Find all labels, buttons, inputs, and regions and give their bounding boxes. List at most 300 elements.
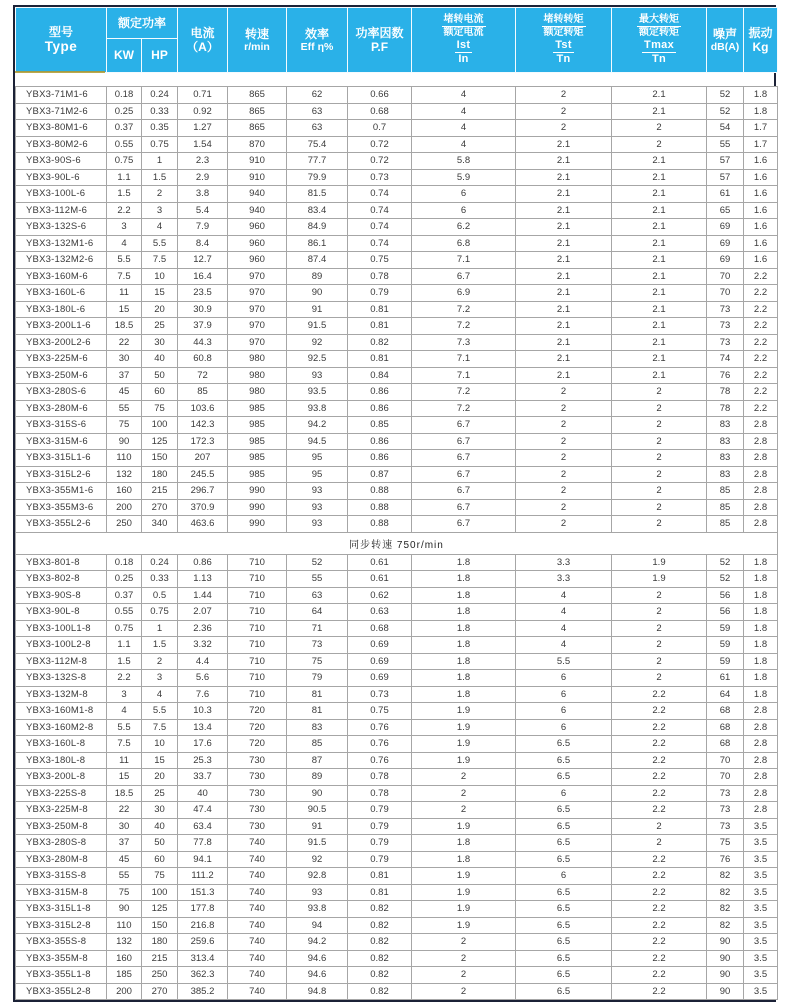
value-cell: 1.6 — [744, 219, 778, 236]
value-cell: 2.1 — [612, 252, 707, 269]
value-cell: 0.37 — [107, 120, 142, 137]
value-cell: 2.1 — [612, 235, 707, 252]
model-cell: YBX3-280S-8 — [16, 835, 107, 852]
mt-zh-den: 额定转矩 — [639, 27, 680, 39]
value-cell: 89 — [287, 769, 348, 786]
value-cell: 2 — [612, 653, 707, 670]
value-cell: 2.1 — [612, 202, 707, 219]
value-cell: 2.8 — [744, 483, 778, 500]
value-cell: 960 — [228, 235, 287, 252]
value-cell: 22 — [107, 334, 142, 351]
value-cell: 2.1 — [612, 186, 707, 203]
value-cell: 7.1 — [412, 367, 516, 384]
value-cell: 740 — [228, 851, 287, 868]
model-cell: YBX3-100L2-8 — [16, 637, 107, 654]
value-cell: 2 — [142, 186, 178, 203]
value-cell: 3.32 — [178, 637, 228, 654]
value-cell: 30 — [107, 818, 142, 835]
value-cell: 75 — [142, 400, 178, 417]
value-cell: 78 — [707, 384, 744, 401]
value-cell: 160 — [107, 483, 142, 500]
value-cell: 5.5 — [107, 252, 142, 269]
value-cell: 1.9 — [412, 703, 516, 720]
value-cell: 3.5 — [744, 983, 778, 1000]
value-cell: 94.6 — [287, 950, 348, 967]
value-cell: 94.8 — [287, 983, 348, 1000]
value-cell: 6.8 — [412, 235, 516, 252]
value-cell: 296.7 — [178, 483, 228, 500]
value-cell: 93 — [287, 499, 348, 516]
value-cell: 110 — [107, 450, 142, 467]
value-cell: 1.8 — [744, 604, 778, 621]
value-cell: 0.74 — [348, 202, 412, 219]
value-cell: 0.88 — [348, 483, 412, 500]
value-cell: 740 — [228, 934, 287, 951]
col-header-rated-power: 额定功率 — [107, 8, 178, 39]
value-cell: 6.7 — [412, 499, 516, 516]
value-cell: 60.8 — [178, 351, 228, 368]
value-cell: 1.1 — [107, 637, 142, 654]
value-cell: 100 — [142, 417, 178, 434]
value-cell: 720 — [228, 719, 287, 736]
lrt-zh-num: 堵转转矩 — [543, 14, 584, 26]
value-cell: 740 — [228, 884, 287, 901]
value-cell: 1.8 — [744, 554, 778, 571]
value-cell: 82 — [707, 901, 744, 918]
value-cell: 2.1 — [516, 285, 612, 302]
value-cell: 0.55 — [107, 604, 142, 621]
model-cell: YBX3-80M1-6 — [16, 120, 107, 137]
value-cell: 2 — [612, 587, 707, 604]
model-cell: YBX3-250M-8 — [16, 818, 107, 835]
value-cell: 910 — [228, 153, 287, 170]
value-cell: 23.5 — [178, 285, 228, 302]
table-row — [16, 719, 778, 736]
value-cell: 2.1 — [516, 318, 612, 335]
value-cell: 2.1 — [516, 219, 612, 236]
table-row — [16, 884, 778, 901]
value-cell: 0.82 — [348, 967, 412, 984]
value-cell: 2.1 — [612, 285, 707, 302]
value-cell: 2.1 — [516, 235, 612, 252]
value-cell: 2.8 — [744, 433, 778, 450]
value-cell: 68 — [707, 736, 744, 753]
value-cell: 1.9 — [612, 554, 707, 571]
value-cell: 3 — [142, 202, 178, 219]
value-cell: 870 — [228, 136, 287, 153]
value-cell: 2 — [412, 967, 516, 984]
value-cell: 185 — [107, 967, 142, 984]
value-cell: 740 — [228, 917, 287, 934]
value-cell: 940 — [228, 186, 287, 203]
value-cell: 4 — [412, 120, 516, 137]
value-cell: 87.4 — [287, 252, 348, 269]
value-cell: 1.7 — [744, 120, 778, 137]
value-cell: 740 — [228, 967, 287, 984]
value-cell: 160 — [107, 950, 142, 967]
value-cell: 1.9 — [412, 917, 516, 934]
value-cell: 47.4 — [178, 802, 228, 819]
table-row — [16, 87, 778, 104]
table-row — [16, 934, 778, 951]
value-cell: 970 — [228, 285, 287, 302]
value-cell: 2.2 — [612, 719, 707, 736]
value-cell: 2.2 — [612, 802, 707, 819]
value-cell: 200 — [107, 983, 142, 1000]
value-cell: 6.5 — [516, 950, 612, 967]
value-cell: 6 — [412, 202, 516, 219]
value-cell: 0.79 — [348, 818, 412, 835]
value-cell: 2 — [412, 802, 516, 819]
value-cell: 2.2 — [744, 318, 778, 335]
value-cell: 0.82 — [348, 934, 412, 951]
value-cell: 1.6 — [744, 186, 778, 203]
table-row — [16, 670, 778, 687]
value-cell: 1.9 — [612, 571, 707, 588]
value-cell: 83 — [287, 719, 348, 736]
table-row — [16, 499, 778, 516]
value-cell: 990 — [228, 499, 287, 516]
value-cell: 990 — [228, 516, 287, 533]
table-row — [16, 334, 778, 351]
value-cell: 215 — [142, 483, 178, 500]
model-cell: YBX3-315M-8 — [16, 884, 107, 901]
value-cell: 3.5 — [744, 967, 778, 984]
table-row — [16, 252, 778, 269]
value-cell: 6 — [516, 686, 612, 703]
model-cell: YBX3-90S-8 — [16, 587, 107, 604]
value-cell: 2 — [612, 818, 707, 835]
value-cell: 2 — [516, 400, 612, 417]
value-cell: 50 — [142, 367, 178, 384]
table-row — [16, 653, 778, 670]
value-cell: 2 — [516, 417, 612, 434]
value-cell: 62 — [287, 87, 348, 104]
value-cell: 70 — [707, 268, 744, 285]
value-cell: 0.79 — [348, 835, 412, 852]
value-cell: 2 — [516, 450, 612, 467]
table-body-area — [15, 86, 774, 1000]
value-cell: 3 — [107, 219, 142, 236]
col-header-current — [178, 8, 228, 73]
col-header-speed-zh: 转速 — [245, 26, 270, 41]
model-cell: YBX3-801-8 — [16, 554, 107, 571]
model-cell: YBX3-355M1-6 — [16, 483, 107, 500]
value-cell: 1.8 — [744, 587, 778, 604]
value-cell: 55 — [287, 571, 348, 588]
value-cell: 6 — [516, 670, 612, 687]
value-cell: 740 — [228, 901, 287, 918]
value-cell: 73 — [707, 301, 744, 318]
value-cell: 2 — [612, 670, 707, 687]
value-cell: 5.5 — [142, 235, 178, 252]
value-cell: 2.1 — [612, 169, 707, 186]
model-cell: YBX3-315L1-6 — [16, 450, 107, 467]
value-cell: 56 — [707, 587, 744, 604]
value-cell: 1.9 — [412, 818, 516, 835]
lrt-en-den: Tn — [556, 52, 571, 65]
value-cell: 2.1 — [612, 334, 707, 351]
model-cell: YBX3-112M-6 — [16, 202, 107, 219]
header-body-gap — [15, 73, 774, 86]
value-cell: 2.1 — [612, 87, 707, 104]
table-row — [16, 466, 778, 483]
value-cell: 11 — [107, 752, 142, 769]
table-row — [16, 554, 778, 571]
value-cell: 1.8 — [412, 835, 516, 852]
lrc-zh-num: 堵转电流 — [443, 14, 484, 26]
value-cell: 0.81 — [348, 884, 412, 901]
value-cell: 730 — [228, 802, 287, 819]
value-cell: 85 — [287, 736, 348, 753]
table-row — [16, 268, 778, 285]
value-cell: 142.3 — [178, 417, 228, 434]
value-cell: 40 — [142, 351, 178, 368]
value-cell: 313.4 — [178, 950, 228, 967]
value-cell: 4 — [412, 103, 516, 120]
value-cell: 2.2 — [612, 736, 707, 753]
value-cell: 7.1 — [412, 252, 516, 269]
table-row — [16, 103, 778, 120]
value-cell: 125 — [142, 433, 178, 450]
model-cell: YBX3-315M-6 — [16, 433, 107, 450]
value-cell: 0.82 — [348, 334, 412, 351]
value-cell: 22 — [107, 802, 142, 819]
value-cell: 2.2 — [612, 785, 707, 802]
value-cell: 1.8 — [412, 587, 516, 604]
model-cell: YBX3-160M2-8 — [16, 719, 107, 736]
value-cell: 2 — [612, 604, 707, 621]
value-cell: 6.7 — [412, 417, 516, 434]
model-cell: YBX3-71M2-6 — [16, 103, 107, 120]
value-cell: 2 — [412, 785, 516, 802]
value-cell: 70 — [707, 752, 744, 769]
value-cell: 125 — [142, 901, 178, 918]
col-header-type-en: Type — [44, 39, 78, 55]
value-cell: 0.75 — [107, 620, 142, 637]
table-row — [16, 318, 778, 335]
value-cell: 5.9 — [412, 169, 516, 186]
value-cell: 0.66 — [348, 87, 412, 104]
value-cell: 2.1 — [516, 202, 612, 219]
value-cell: 3.5 — [744, 851, 778, 868]
value-cell: 6.5 — [516, 917, 612, 934]
value-cell: 2.1 — [516, 153, 612, 170]
value-cell: 8.4 — [178, 235, 228, 252]
value-cell: 61 — [707, 186, 744, 203]
value-cell: 15 — [142, 285, 178, 302]
value-cell: 0.55 — [107, 136, 142, 153]
value-cell: 0.82 — [348, 901, 412, 918]
value-cell: 76 — [707, 367, 744, 384]
value-cell: 10 — [142, 736, 178, 753]
value-cell: 3.8 — [178, 186, 228, 203]
table-row — [16, 736, 778, 753]
value-cell: 59 — [707, 637, 744, 654]
value-cell: 1.8 — [744, 571, 778, 588]
value-cell: 2 — [516, 466, 612, 483]
value-cell: 985 — [228, 417, 287, 434]
value-cell: 91.5 — [287, 318, 348, 335]
col-header-current-zh: 电流 — [190, 25, 215, 40]
value-cell: 2 — [142, 653, 178, 670]
value-cell: 1.5 — [107, 186, 142, 203]
value-cell: 10 — [142, 268, 178, 285]
value-cell: 0.79 — [348, 285, 412, 302]
model-cell: YBX3-112M-8 — [16, 653, 107, 670]
synchronous-speed-label: 同步转速 750r/min — [16, 532, 778, 554]
value-cell: 207 — [178, 450, 228, 467]
value-cell: 85 — [178, 384, 228, 401]
col-header-locked-rotor-current — [412, 8, 516, 73]
value-cell: 940 — [228, 202, 287, 219]
value-cell: 57 — [707, 153, 744, 170]
model-cell: YBX3-280S-6 — [16, 384, 107, 401]
value-cell: 69 — [707, 235, 744, 252]
value-cell: 79.9 — [287, 169, 348, 186]
col-header-speed — [228, 8, 287, 73]
value-cell: 4 — [107, 703, 142, 720]
model-cell: YBX3-160L-8 — [16, 736, 107, 753]
value-cell: 0.79 — [348, 851, 412, 868]
value-cell: 75 — [142, 868, 178, 885]
value-cell: 0.85 — [348, 417, 412, 434]
value-cell: 0.81 — [348, 868, 412, 885]
table-row — [16, 950, 778, 967]
value-cell: 7.6 — [178, 686, 228, 703]
col-header-max-torque — [612, 8, 707, 73]
value-cell: 83 — [707, 466, 744, 483]
value-cell: 1.9 — [412, 736, 516, 753]
table-row — [16, 136, 778, 153]
value-cell: 1.9 — [412, 719, 516, 736]
value-cell: 1.8 — [412, 637, 516, 654]
value-cell: 83 — [707, 450, 744, 467]
value-cell: 0.24 — [142, 554, 178, 571]
value-cell: 92 — [287, 334, 348, 351]
value-cell: 1.8 — [412, 620, 516, 637]
vibration-en: Kg — [752, 40, 769, 54]
value-cell: 74 — [707, 351, 744, 368]
table-row — [16, 367, 778, 384]
value-cell: 2.2 — [612, 769, 707, 786]
value-cell: 1.5 — [142, 169, 178, 186]
value-cell: 73 — [707, 785, 744, 802]
value-cell: 2 — [612, 384, 707, 401]
value-cell: 4 — [412, 87, 516, 104]
value-cell: 78 — [707, 400, 744, 417]
value-cell: 4 — [142, 219, 178, 236]
value-cell: 30 — [107, 351, 142, 368]
value-cell: 69 — [707, 252, 744, 269]
value-cell: 2.8 — [744, 499, 778, 516]
value-cell: 2 — [516, 384, 612, 401]
value-cell: 52 — [707, 87, 744, 104]
value-cell: 259.6 — [178, 934, 228, 951]
model-cell: YBX3-160M1-8 — [16, 703, 107, 720]
table-row — [16, 818, 778, 835]
value-cell: 91 — [287, 818, 348, 835]
value-cell: 980 — [228, 384, 287, 401]
value-cell: 0.5 — [142, 587, 178, 604]
value-cell: 710 — [228, 571, 287, 588]
table-row — [16, 186, 778, 203]
value-cell: 730 — [228, 752, 287, 769]
value-cell: 985 — [228, 450, 287, 467]
model-cell: YBX3-180L-6 — [16, 301, 107, 318]
value-cell: 3.3 — [516, 571, 612, 588]
value-cell: 985 — [228, 433, 287, 450]
value-cell: 0.25 — [107, 103, 142, 120]
value-cell: 71 — [287, 620, 348, 637]
value-cell: 30 — [142, 334, 178, 351]
model-cell: YBX3-71M1-6 — [16, 87, 107, 104]
value-cell: 4.4 — [178, 653, 228, 670]
table-row — [16, 703, 778, 720]
value-cell: 1.8 — [412, 554, 516, 571]
model-cell: YBX3-132M2-6 — [16, 252, 107, 269]
model-cell: YBX3-90S-6 — [16, 153, 107, 170]
value-cell: 44.3 — [178, 334, 228, 351]
col-header-efficiency — [287, 8, 348, 73]
value-cell: 1.9 — [412, 752, 516, 769]
value-cell: 2.3 — [178, 153, 228, 170]
value-cell: 33.7 — [178, 769, 228, 786]
value-cell: 57 — [707, 169, 744, 186]
value-cell: 0.82 — [348, 950, 412, 967]
value-cell: 6.7 — [412, 466, 516, 483]
value-cell: 2 — [612, 499, 707, 516]
value-cell: 2.9 — [178, 169, 228, 186]
value-cell: 7.5 — [107, 268, 142, 285]
value-cell: 93 — [287, 516, 348, 533]
value-cell: 960 — [228, 252, 287, 269]
value-cell: 2 — [412, 950, 516, 967]
value-cell: 89 — [287, 268, 348, 285]
value-cell: 200 — [107, 499, 142, 516]
value-cell: 980 — [228, 351, 287, 368]
value-cell: 0.73 — [348, 169, 412, 186]
value-cell: 6 — [516, 868, 612, 885]
value-cell: 10.3 — [178, 703, 228, 720]
value-cell: 270 — [142, 983, 178, 1000]
value-cell: 2.2 — [612, 686, 707, 703]
value-cell: 6.7 — [412, 516, 516, 533]
table-row — [16, 835, 778, 852]
value-cell: 6.7 — [412, 268, 516, 285]
value-cell: 0.18 — [107, 87, 142, 104]
value-cell: 340 — [142, 516, 178, 533]
value-cell: 25.3 — [178, 752, 228, 769]
value-cell: 30 — [142, 802, 178, 819]
model-cell: YBX3-250M-6 — [16, 367, 107, 384]
value-cell: 0.24 — [142, 87, 178, 104]
col-header-noise — [707, 8, 744, 73]
value-cell: 0.69 — [348, 670, 412, 687]
value-cell: 0.75 — [348, 252, 412, 269]
scan-artifact-line — [15, 71, 105, 73]
value-cell: 63.4 — [178, 818, 228, 835]
value-cell: 82 — [707, 868, 744, 885]
value-cell: 0.88 — [348, 499, 412, 516]
table-header — [15, 7, 778, 73]
value-cell: 52 — [707, 571, 744, 588]
value-cell: 3.5 — [744, 884, 778, 901]
value-cell: 3.5 — [744, 917, 778, 934]
value-cell: 91.5 — [287, 835, 348, 852]
value-cell: 180 — [142, 466, 178, 483]
value-cell: 2.1 — [516, 268, 612, 285]
